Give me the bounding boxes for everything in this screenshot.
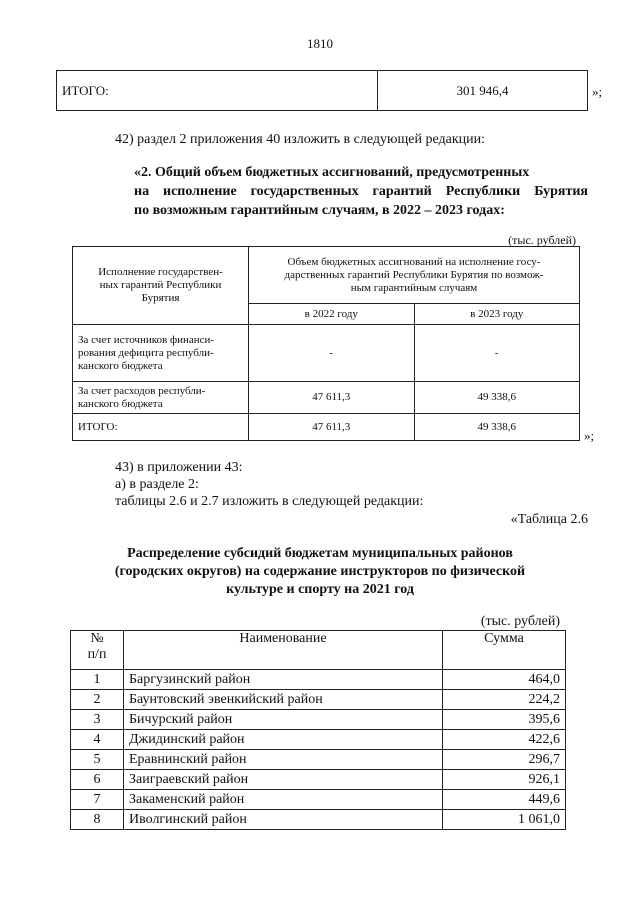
guarantee-table [72,246,580,441]
sum-header: Сумма [443,631,566,670]
table-row: 1 Баргузинский район 464,0 [71,670,566,690]
item42-units: (тыс. рублей) [508,233,576,247]
top-total-tail: »; [592,84,603,99]
table-row: 3 Бичурский район 395,6 [71,710,566,730]
item43-units: (тыс. рублей) [480,614,560,629]
item43-line1: 43) в приложении 43: [115,460,243,475]
table-row: 7 Закаменский район 449,6 [71,790,566,810]
item42-heading-line2: на исполнение государственных гарантий Республики Бурятия [134,184,588,199]
table-row: За счет расходов республи- канского бюджета 47 611,3 49 338,6 [73,382,580,414]
subsidies-table [70,630,566,830]
table-row: ИТОГО: 47 611,3 49 338,6 [73,414,580,441]
item42-intro: 42) раздел 2 приложения 40 изложить в следующей редакции: [115,132,485,147]
guarantee-col2-header: Объем бюджетных ассигнований на исполнение госу- дарственных гарантий Республики Бурятия по возмож- ным гарантийным случаям [249,247,580,304]
table-row: 2 Баунтовский эвенкийский район 224,2 [71,690,566,710]
item43-heading-line2: (городских округов) на содержание инструкторов по физической [114,564,526,579]
guarantee-table-tail: »; [584,428,595,443]
top-total-table [56,70,588,111]
table-row: 5 Еравнинский район 296,7 [71,750,566,770]
item42-heading-line1: «2. Общий объем бюджетных ассигнований, предусмотренных [134,165,530,180]
year-2023-header: в 2023 году [414,304,580,325]
year-2022-header: в 2022 году [249,304,415,325]
item42-heading-line3: по возможным гарантийным случаям, в 2022 – 2023 годах: [134,203,505,218]
table-row: 8 Иволгинский район 1 061,0 [71,810,566,830]
item43-heading-line1: Распределение субсидий бюджетам муниципальных районов [127,546,513,561]
top-total-value: 301 946,4 [378,71,588,111]
page-number: 1810 [307,36,333,51]
table-row: 4 Джидинский район 422,6 [71,730,566,750]
item43-heading-line3: культуре и спорту на 2021 год [226,582,414,597]
table-row: 6 Заиграевский район 926,1 [71,770,566,790]
top-total-label: ИТОГО: [57,71,378,111]
name-header: Наименование [124,631,443,670]
num-header: № п/п [71,631,124,670]
table-row: За счет источников финанси- рования дефицита республи- канского бюджета - - [73,325,580,382]
item43-line2: а) в разделе 2: [115,477,199,492]
table-2-6-label: «Таблица 2.6 [510,512,588,527]
item43-line3: таблицы 2.6 и 2.7 изложить в следующей редакции: [115,494,424,509]
guarantee-col1-header: Исполнение государствен- ных гарантий Республики Бурятия [73,247,249,325]
